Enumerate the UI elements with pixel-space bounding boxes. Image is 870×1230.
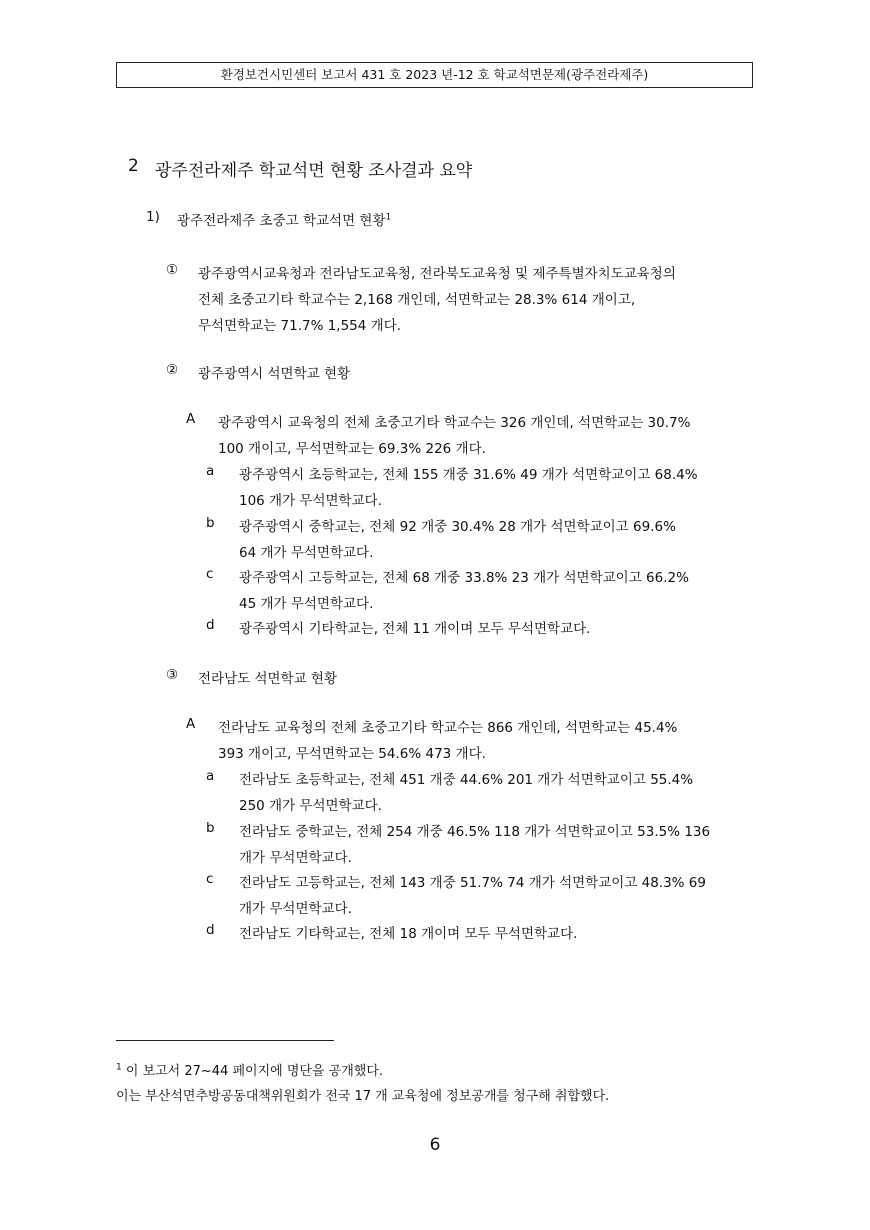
item3-A-marker: A [186, 716, 196, 732]
item3-a-marker: a [206, 768, 215, 784]
footnote-marker: 1 [116, 1062, 122, 1073]
item2-a-line-2: 106 개가 무석면학교다. [239, 493, 382, 509]
footnote-text-1: 이 보고서 27~44 페이지에 명단을 공개했다. [125, 1064, 384, 1079]
item1-line-2: 전체 초중고기타 학교수는 2,168 개인데, 석면학교는 28.3% 614 개이고, [198, 292, 636, 308]
item2-title: 광주광역시 석면학교 현황 [198, 366, 351, 382]
subsection-title [177, 209, 391, 229]
item3-c-line-2: 개가 무석면학교다. [239, 901, 352, 917]
item3-d-line-1: 전라남도 기타학교는, 전체 18 개이며 모두 무석면학교다. [239, 926, 578, 942]
item1-line-1: 광주광역시교육청과 전라남도교육청, 전라북도교육청 및 제주특별자치도교육청의 [198, 266, 676, 282]
item2-d-line-1: 광주광역시 기타학교는, 전체 11 개이며 모두 무석면학교다. [239, 621, 591, 637]
item2-a-marker: a [206, 463, 215, 479]
item1-marker: ① [166, 262, 179, 278]
subsection-number: 1) [146, 209, 160, 225]
item2-marker: ② [166, 362, 179, 378]
item3-a-line-2: 250 개가 무석면학교다. [239, 798, 382, 814]
footnote-line-2: 이는 부산석면추방공동대책위원회가 전국 17 개 교육청에 정보공개를 청구해 취합했다. [116, 1089, 610, 1104]
item2-A-line-1: 광주광역시 교육청의 전체 초중고기타 학교수는 326 개인데, 석면학교는 30.7% [218, 415, 691, 431]
section-number: 2 [128, 156, 139, 176]
item3-marker: ③ [166, 667, 179, 683]
item3-title: 전라남도 석면학교 현황 [198, 671, 337, 687]
item3-b-line-2: 개가 무석면학교다. [239, 850, 352, 866]
footnote-separator [116, 1040, 334, 1041]
item2-d-marker: d [206, 617, 215, 633]
running-header: 환경보건시민센터 보고서 431 호 2023 년-12 호 학교석면문제(광주전라제주) [116, 62, 753, 88]
section-title: 광주전라제주 학교석면 현황 조사결과 요약 [155, 161, 473, 181]
footnote-line-1 [116, 1060, 383, 1079]
item2-b-line-1: 광주광역시 중학교는, 전체 92 개중 30.4% 28 개가 석면학교이고 69.6% [239, 519, 676, 535]
item2-A-marker: A [186, 411, 196, 427]
item3-a-line-1: 전라남도 초등학교는, 전체 451 개중 44.6% 201 개가 석면학교이고 55.4% [239, 772, 694, 788]
item2-c-line-1: 광주광역시 고등학교는, 전체 68 개중 33.8% 23 개가 석면학교이고 66.2% [239, 570, 689, 586]
item3-A-line-1: 전라남도 교육청의 전체 초중고기타 학교수는 866 개인데, 석면학교는 45.4% [218, 720, 678, 736]
item2-c-line-2: 45 개가 무석면학교다. [239, 596, 374, 612]
subsection-title-text: 광주전라제주 초중고 학교석면 현황 [177, 213, 386, 229]
item2-b-line-2: 64 개가 무석면학교다. [239, 545, 374, 561]
item3-c-line-1: 전라남도 고등학교는, 전체 143 개중 51.7% 74 개가 석면학교이고 48.3% 69 [239, 875, 706, 891]
page-number: 6 [429, 1135, 441, 1155]
item3-d-marker: d [206, 922, 215, 938]
item2-c-marker: c [206, 566, 214, 582]
item3-c-marker: c [206, 871, 214, 887]
item1-line-3: 무석면학교는 71.7% 1,554 개다. [198, 318, 402, 334]
item3-b-line-1: 전라남도 중학교는, 전체 254 개중 46.5% 118 개가 석면학교이고 53.5% 136 [239, 824, 711, 840]
item2-a-line-1: 광주광역시 초등학교는, 전체 155 개중 31.6% 49 개가 석면학교이고 68.4% [239, 467, 698, 483]
item3-A-line-2: 393 개이고, 무석면학교는 54.6% 473 개다. [218, 746, 486, 762]
footnote-reference: 1 [385, 212, 392, 223]
item3-b-marker: b [206, 820, 215, 836]
item2-b-marker: b [206, 515, 215, 531]
item2-A-line-2: 100 개이고, 무석면학교는 69.3% 226 개다. [218, 441, 486, 457]
